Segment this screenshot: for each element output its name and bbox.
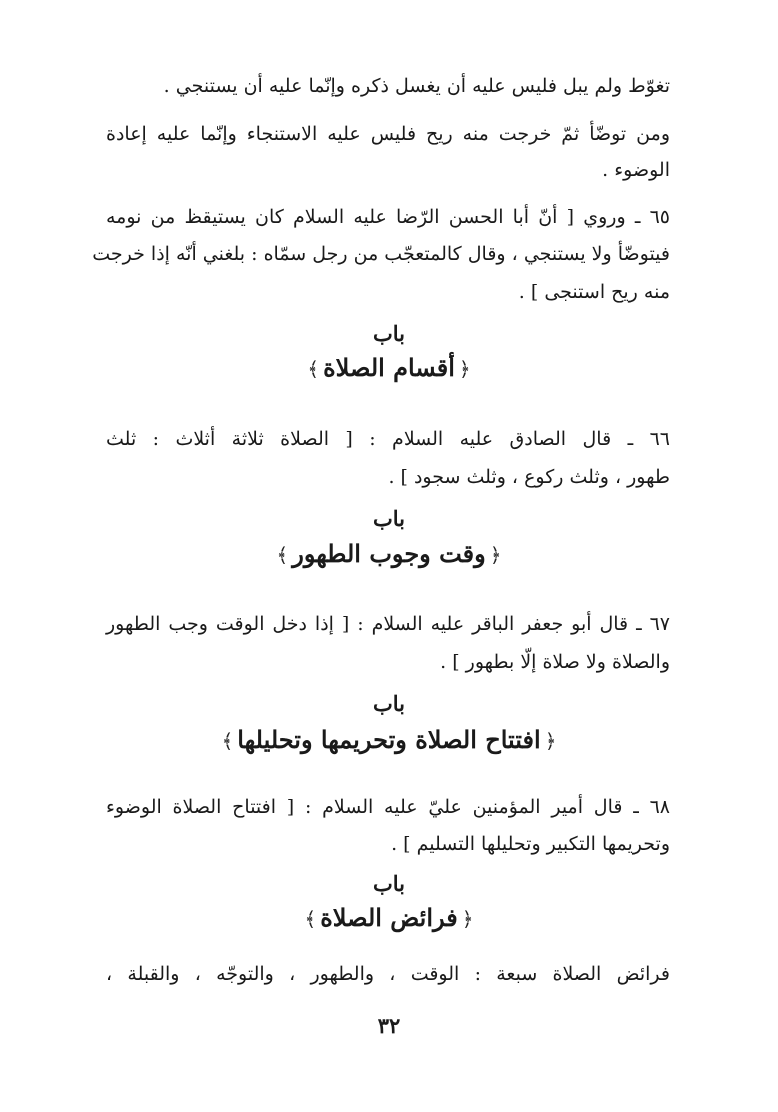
ornament-bracket-icon: ﴾ xyxy=(304,907,317,931)
text-line: فيتوضّأ ولا يستنجي ، وقال كالمتعجّب من رجل سمّاه : بلغني أنّه إذا خرجت xyxy=(92,243,670,265)
section-bab-label: باب xyxy=(372,871,405,896)
text-line: وتحريمها التكبير وتحليلها التسليم ] . xyxy=(391,833,670,855)
section-bab-label: باب xyxy=(372,506,405,531)
text-line: والصلاة ولا صلاة إلّا بطهور ] . xyxy=(440,651,670,673)
text-line: طهور ، وثلث ركوع ، وثلث سجود ] . xyxy=(388,466,670,488)
ornament-bracket-icon: ﴾ xyxy=(276,543,289,567)
section-title-text: أقسام الصلاة xyxy=(323,353,455,382)
text-line: تغوّط ولم يبل فليس عليه أن يغسل ذكره وإنّما عليه أن يستنجي . xyxy=(163,75,670,97)
ornament-bracket-icon: ﴾ xyxy=(307,357,320,381)
text-line: الوضوء . xyxy=(602,159,670,181)
text-line: ٦٥ ـ وروي [ أنّ أبا الحسن الرّضا عليه السلام كان يستيقظ من نومه xyxy=(106,206,670,228)
section-title xyxy=(0,904,778,933)
text-line: فرائض الصلاة سبعة : الوقت ، والطهور ، والتوجّه ، والقبلة ، xyxy=(106,963,670,985)
section-bab-label: باب xyxy=(372,321,405,346)
section-title-text: افتتاح الصلاة وتحريمها وتحليلها xyxy=(237,725,541,754)
ornament-bracket-icon: ﴾ xyxy=(221,729,234,753)
text-line: ٦٧ ـ قال أبو جعفر الباقر عليه السلام : [ إذا دخل الوقت وجب الطهور xyxy=(106,613,670,635)
section-title-text: وقت وجوب الطهور xyxy=(292,539,486,568)
section-title xyxy=(0,726,778,755)
ornament-bracket-icon: ﴿ xyxy=(489,543,502,567)
section-title xyxy=(0,540,778,569)
section-bab-label: باب xyxy=(372,691,405,716)
ornament-bracket-icon: ﴿ xyxy=(461,907,474,931)
section-title xyxy=(0,354,778,383)
ornament-bracket-icon: ﴿ xyxy=(544,729,557,753)
section-title-text: فرائض الصلاة xyxy=(320,903,458,932)
text-line: منه ريح استنجى ] . xyxy=(518,281,670,303)
page-number: ٣٢ xyxy=(377,1013,401,1038)
ornament-bracket-icon: ﴿ xyxy=(458,357,471,381)
text-line: ٦٨ ـ قال أمير المؤمنين عليّ عليه السلام : [ افتتاح الصلاة الوضوء xyxy=(106,796,670,818)
text-line: ٦٦ ـ قال الصادق عليه السلام : [ الصلاة ثلاثة أثلاث : ثلث xyxy=(106,428,670,450)
text-line: ومن توضّأ ثمّ خرجت منه ريح فليس عليه الاستنجاء وإنّما عليه إعادة xyxy=(106,123,670,145)
